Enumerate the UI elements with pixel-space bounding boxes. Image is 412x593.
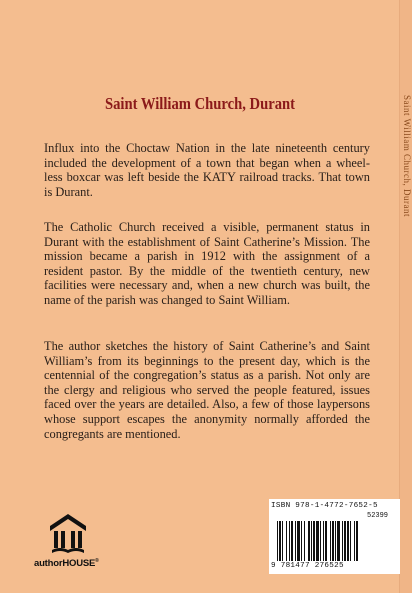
publisher-logo xyxy=(34,512,104,572)
barcode-bar xyxy=(282,521,283,561)
barcode-bar xyxy=(301,521,302,561)
blurb-paragraph-3: The author sketches the history of Saint Catherine’s and Saint William’s from its beginnings to the present day, which is the centennial of the congregation’s status as a parish. Not only are the clergy and religious who served the people featured, issues faced over the years are detailed. Also, a few of those laypersons whose support escapes the anonymity normally afforded the congregants are mentioned. xyxy=(44,339,370,441)
house-book-logo-icon xyxy=(48,512,88,554)
barcode-bar xyxy=(297,521,300,561)
barcode-digits: 9 781477 276525 xyxy=(271,562,344,570)
barcode-bar xyxy=(330,521,331,561)
barcode-bar xyxy=(295,521,296,561)
barcode-bar xyxy=(311,521,312,561)
barcode-bar xyxy=(289,521,290,561)
barcode-bar xyxy=(308,521,310,561)
barcode-bar xyxy=(335,521,336,561)
barcode-bar xyxy=(344,521,346,561)
blurb-paragraph-1: Influx into the Choctaw Nation in the late nineteenth century included the development of a town that began when a wheel-less boxcar was left beside the KATY railroad tracks. That town is Durant. xyxy=(44,141,370,199)
barcode-bar xyxy=(304,521,305,561)
book-title: Saint William Church, Durant xyxy=(104,94,296,113)
barcode-bar xyxy=(320,521,321,561)
spine-title: Saint William Church, Durant xyxy=(402,95,412,217)
barcode-bar xyxy=(354,521,355,561)
barcode-addon: 52399 xyxy=(367,512,389,520)
barcode-bar xyxy=(323,521,324,561)
blurb-paragraph-2: The Catholic Church received a visible, permanent status in Durant with the establishment of Saint Catherine’s Mission. The mission became a parish in 1912 with the assignment of a resident pastor. By the middle of the twentieth century, new facilities were necessary and, when a new church was built, the name of the parish was changed to Saint William. xyxy=(44,220,370,307)
barcode-bar xyxy=(277,521,278,561)
barcode-bar xyxy=(347,521,349,561)
barcode-bar xyxy=(337,521,340,561)
barcode-bar xyxy=(313,521,315,561)
book-spine xyxy=(399,0,412,593)
barcode-bar xyxy=(356,521,358,561)
barcode-bar xyxy=(342,521,343,561)
isbn-label: ISBN 978-1-4772-7652-5 xyxy=(271,502,378,510)
barcode-bar xyxy=(350,521,351,561)
barcode-bar xyxy=(332,521,334,561)
barcode-bar xyxy=(316,521,319,561)
barcode-bar xyxy=(279,521,281,561)
barcode-bar xyxy=(325,521,327,561)
barcode-bar xyxy=(286,521,287,561)
isbn-barcode xyxy=(269,499,400,574)
barcode-bar xyxy=(291,521,293,561)
publisher-name: authorHOUSE® xyxy=(34,558,99,569)
barcode-bars xyxy=(277,521,393,561)
